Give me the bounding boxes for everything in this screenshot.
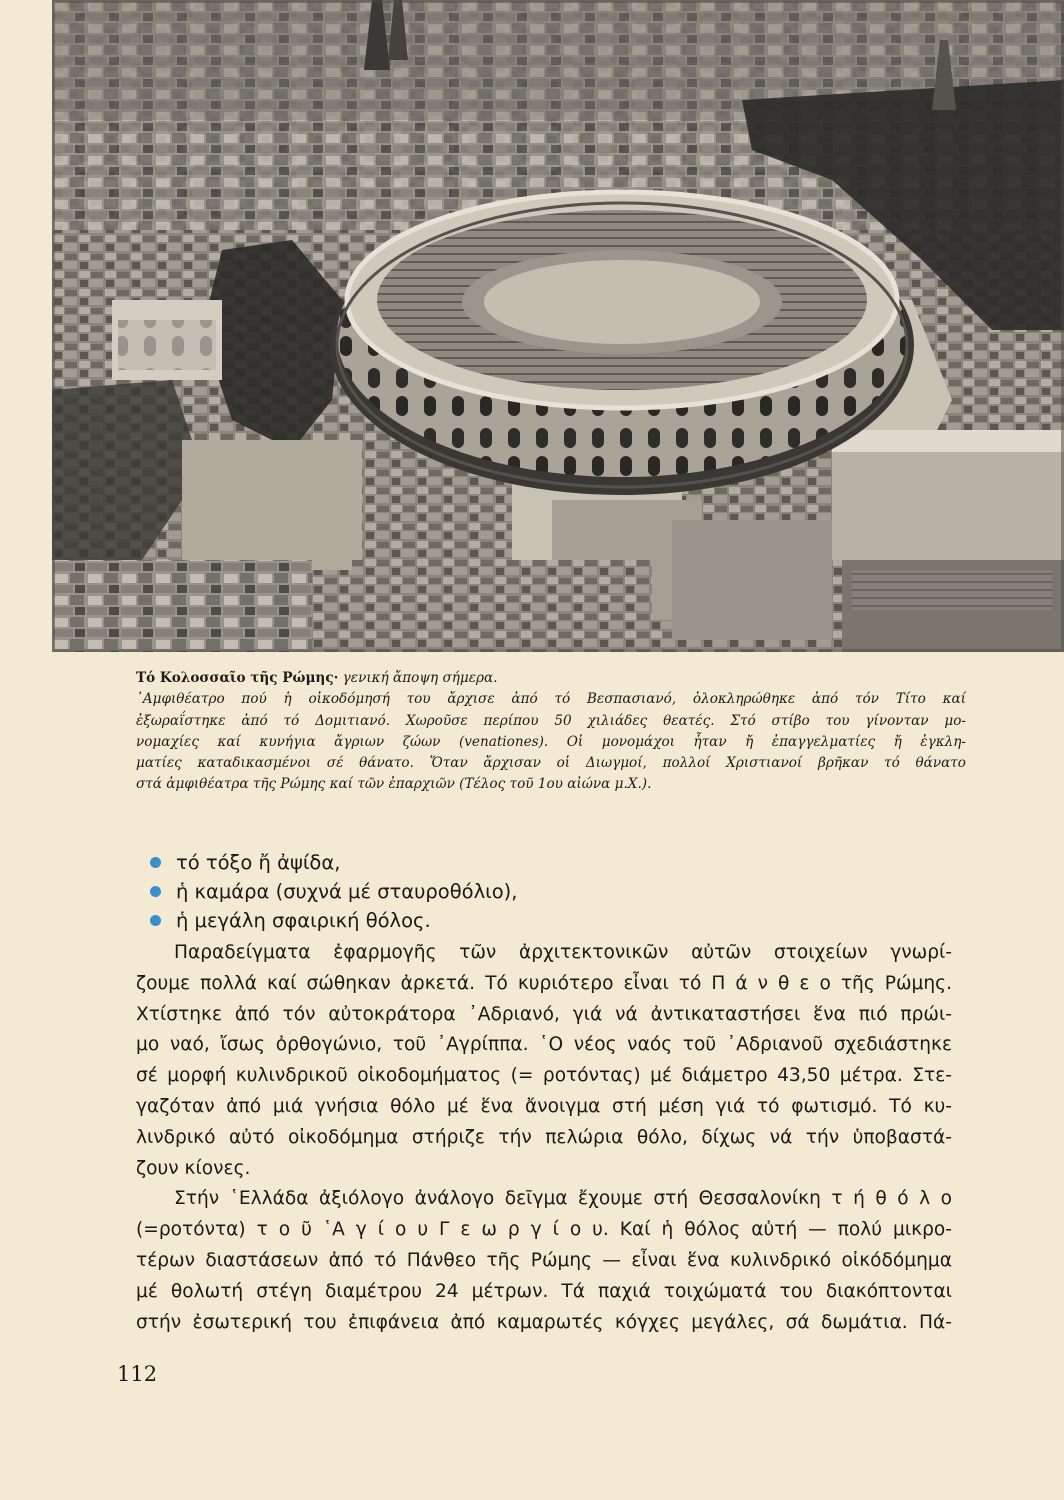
- list-item-text: τό τόξο ἤ ἀψίδα,: [176, 851, 341, 874]
- text-line: ζουν κίονες.: [136, 1157, 251, 1179]
- paragraph-rotunda: [136, 1184, 952, 1338]
- page-number: 112: [117, 1362, 158, 1386]
- bullet-icon: [150, 915, 161, 926]
- text-line: μέ θολωτή στέγη διαμέτρου 24 μέτρων. Τά παχιά τοιχώματά του διακόπτονται: [136, 1280, 952, 1302]
- architectural-elements-list: [150, 848, 850, 935]
- aerial-photo: [52, 0, 1064, 652]
- amphitheatre-ring: [330, 192, 914, 495]
- text-line: γαζόταν ἀπό μιά γνήσια θόλο μέ ἕνα ἄνοιγμα στή μέση γιά τό φωτισμό. Τό κυ-: [136, 1095, 952, 1117]
- list-item-text: ἡ καμάρα (συχνά μέ σταυροθόλιο),: [176, 880, 518, 903]
- caption-title: Τό Κολοσσαῖο τῆς Ρώμης·: [136, 670, 339, 686]
- caption-line: ἐξωραΐστηκε ἀπό τό Δομιτιανό. Χωροῦσε περίπου 50 χιλιάδες θεατές. Στό στίβο του γίνονταν μο-: [136, 712, 966, 729]
- text-line: Στήν ῾Ελλάδα ἀξιόλογο ἀνάλογο δεῖγμα ἔχουμε στή Θεσσαλονίκη τ ή θ ό λ ο: [174, 1188, 952, 1210]
- list-item: [150, 906, 850, 935]
- caption-line: ᾽Αμφιθέατρο πού ἡ οἰκοδόμησή του ἄρχισε ἀπό τό Βεσπασιανό, ὁλοκληρώθηκε ἀπό τόν Τίτο καί: [136, 691, 966, 708]
- photo-caption: [136, 668, 966, 796]
- paragraph-pantheon: [136, 938, 952, 1184]
- list-item: [150, 877, 850, 906]
- bullet-icon: [150, 886, 161, 897]
- caption-subtitle: γενική ἄποψη σήμερα.: [338, 670, 498, 686]
- bullet-icon: [150, 857, 161, 868]
- caption-line: στά ἀμφιθέατρα τῆς Ρώμης καί τῶν ἐπαρχιῶν (Τέλος τοῦ 1ου αἰώνα μ.Χ.).: [136, 776, 652, 793]
- text-line: Χτίστηκε ἀπό τόν αὐτοκράτορα ᾽Αδριανό, γιά νά ἀντικαταστήσει ἕνα πιό πρώι-: [136, 1003, 952, 1025]
- list-item-text: ἡ μεγάλη σφαιρική θόλος.: [176, 909, 431, 932]
- text-line: στήν ἐσωτερική του ἐπιφάνεια ἀπό καμαρωτές κόγχες μεγάλες, σά δωμάτια. Πά-: [136, 1311, 952, 1333]
- text-line: (=ροτόντα) τ ο ῦ ῾Α γ ί ο υ Γ ε ω ρ γ ί ο υ. Καί ἡ θόλος αὐτή — πολύ μικρο-: [136, 1219, 952, 1241]
- text-line: λινδρικό αὐτό οἰκοδόμημα στήριζε τήν πελώρια θόλο, δίχως νά τήν ὑποβαστά-: [136, 1126, 952, 1148]
- text-line: Παραδείγματα ἐφαρμογῆς τῶν ἀρχιτεκτονικῶν αὐτῶν στοιχείων γνωρί-: [174, 942, 952, 963]
- text-line: ζουμε πολλά καί σώθηκαν ἀρκετά. Τό κυριότερο εἶναι τό Π ά ν θ ε ο τῆς Ρώμης.: [136, 972, 952, 994]
- caption-line: νομαχίες καί κυνήγια ἄγριων ζώων (venationes). Οἱ μονομάχοι ἦταν ἤ ἐπαγγελματίες ἤ ἐγκλη-: [136, 733, 966, 750]
- body-text: [136, 938, 952, 1338]
- text-line: τέρων διαστάσεων ἀπό τό Πάνθεο τῆς Ρώμης — εἶναι ἕνα κυλινδρικό οἰκόδόμημα: [136, 1249, 952, 1271]
- list-item: [150, 848, 850, 877]
- text-line: σέ μορφή κυλινδρικοῦ οἰκοδομήματος (= ροτόντας) μέ διάμετρο 43,50 μέτρα. Στε-: [136, 1065, 952, 1087]
- amphitheatre-aerial-image: [52, 0, 1064, 652]
- caption-heading: [136, 668, 966, 689]
- caption-line: ματίες καταδικασμένοι σέ θάνατο. Ὅταν ἄρχισαν οἱ Διωγμοί, πολλοί Χριστιανοί βρῆκαν τό θάνατο: [136, 755, 966, 772]
- text-line: μο ναό, ἴσως ὀρθογώνιο, τοῦ ᾽Αγρίππα. ῾Ο νέος ναός τοῦ ᾽Αδριανοῦ σχεδιάστηκε: [136, 1034, 952, 1056]
